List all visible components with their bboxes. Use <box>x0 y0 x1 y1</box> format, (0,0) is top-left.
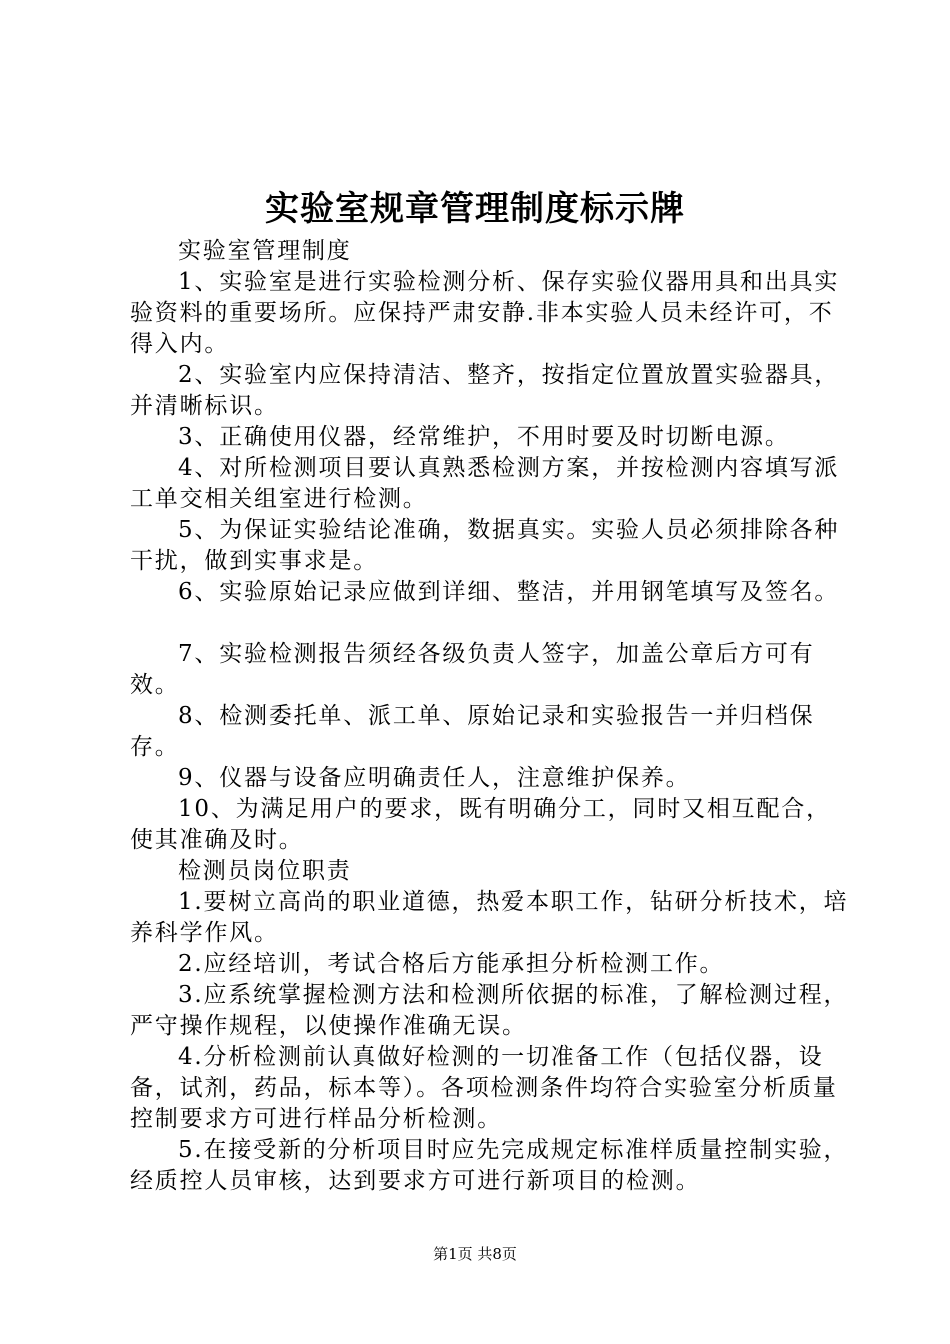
rule-item-5: 5、为保证实验结论准确，数据真实。实验人员必须排除各种干扰，做到实事求是。 <box>130 517 840 574</box>
duty-item-3: 3.应系统掌握检测方法和检测所依据的标准，了解检测过程，严守操作规程，以使操作准确无误。 <box>130 982 849 1039</box>
rule-item-9: 9、仪器与设备应明确责任人，注意维护保养。 <box>178 765 691 791</box>
document-title: 实验室规章管理制度标示牌 <box>265 189 685 229</box>
rule-item-1: 1、实验室是进行实验检测分析、保存实验仪器用具和出具实验资料的重要场所。应保持严肃安静.非本实验人员未经许可，不得入内。 <box>130 269 840 357</box>
section-heading-inspector-duties: 检测员岗位职责 <box>178 858 352 884</box>
duty-item-1: 1.要树立高尚的职业道德，热爱本职工作，钻研分析技术，培养科学作风。 <box>130 889 849 946</box>
rule-item-10: 10、为满足用户的要求，既有明确分工，同时又相互配合，使其准确及时。 <box>130 796 831 853</box>
rule-item-8: 8、检测委托单、派工单、原始记录和实验报告一并归档保存。 <box>130 703 815 760</box>
section-heading-lab-rules: 实验室管理制度 <box>178 238 352 264</box>
rule-item-4: 4、对所检测项目要认真熟悉检测方案，并按检测内容填写派工单交相关组室进行检测。 <box>130 455 840 512</box>
rule-item-7: 7、实验检测报告须经各级负责人签字，加盖公章后方可有效。 <box>130 641 815 698</box>
document-body <box>130 236 850 1197</box>
duty-item-4: 4.分析检测前认真做好检测的一切准备工作（包括仪器，设备，试剂，药品，标本等）。各项检测条件均符合实验室分析质量控制要求方可进行样品分析检测。 <box>130 1044 838 1132</box>
duty-item-5: 5.在接受新的分析项目时应先完成规定标准样质量控制实验，经质控人员审核，达到要求方可进行新项目的检测。 <box>130 1137 849 1194</box>
duty-item-2: 2.应经培训，考试合格后方能承担分析检测工作。 <box>178 951 725 977</box>
rule-item-2: 2、实验室内应保持清洁、整齐，按指定位置放置实验器具，并清晰标识。 <box>130 362 840 419</box>
rule-item-3: 3、正确使用仪器，经常维护，不用时要及时切断电源。 <box>178 424 790 450</box>
rule-item-6: 6、实验原始记录应做到详细、整洁，并用钢笔填写及签名。 <box>178 579 840 605</box>
page-number-footer: 第1页 共8页 <box>433 1245 517 1263</box>
